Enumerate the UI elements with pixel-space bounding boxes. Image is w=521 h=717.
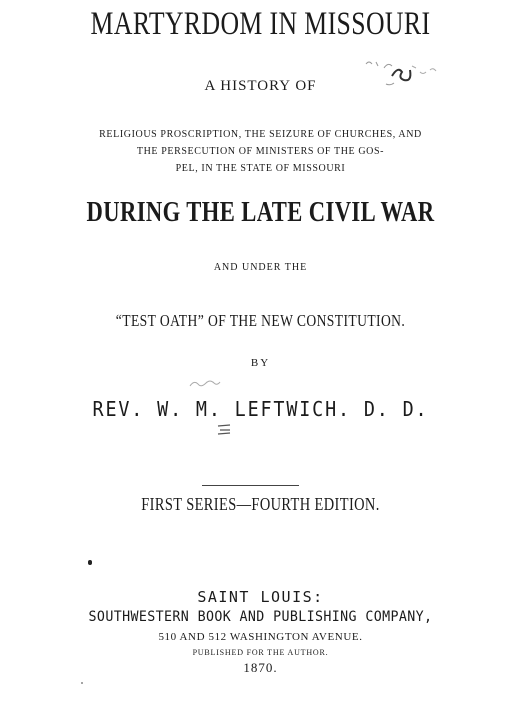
imprint-city: SAINT LOUIS: [197,588,324,606]
ink-dot [88,560,92,565]
description-line: THE PERSECUTION OF MINISTERS OF THE GOS- [136,146,385,157]
subtitle: A HISTORY OF [204,78,317,94]
connector-text: AND UNDER THE [213,262,308,273]
edition-line: FIRST SERIES—FOURTH EDITION. [141,494,380,514]
test-oath-line: “TEST OATH” OF THE NEW CONSTITUTION. [115,311,406,330]
divider-rule [202,485,299,486]
description-block [0,126,521,177]
book-title: MARTYRDOM IN MISSOURI [90,6,431,42]
imprint-note: PUBLISHED FOR THE AUTHOR. [192,648,329,657]
description-line: RELIGIOUS PROSCRIPTION, THE SEIZURE OF CHURCHES, AND [99,129,422,140]
author-name: REV. W. M. LEFTWICH. D. D. [92,397,429,421]
imprint-year: 1870. [243,660,278,675]
ink-dot [81,682,83,684]
description-line: PEL, IN THE STATE OF MISSOURI [175,163,346,174]
main-heading: DURING THE LATE CIVIL WAR [86,196,435,228]
imprint-publisher: SOUTHWESTERN BOOK AND PUBLISHING COMPANY, [88,609,433,625]
by-label: BY [250,357,271,369]
imprint-address: 510 AND 512 WASHINGTON AVENUE. [158,631,363,643]
